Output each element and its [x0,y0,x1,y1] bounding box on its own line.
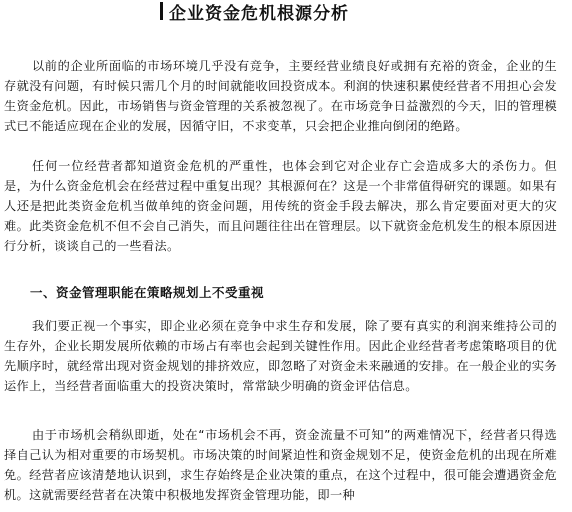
section-heading-1: 一、资金管理职能在策略规划上不受重视 [30,285,265,300]
intro-paragraph-1: 以前的企业所面临的市场环境几乎没有竞争，主要经营业绩良好或拥有充裕的资金，企业的生存就没有问题，有时候只需几个月的时间就能收回投资成本。利润的快速积累使经营者不用担心会发生资金危机。因此，市场销售与资金管理的关系被忽视了。在市场竞争日益激烈的今天，旧的管理模式已不能适应现在企业的发展，因循守旧，不求变革，只会把企业推向倒闭的绝路。 [4,59,557,133]
title-divider [160,2,163,20]
title-bar [160,0,349,22]
section1-paragraph-2: 由于市场机会稍纵即逝，处在“市场机会不再，资金流量不可知”的两难情况下，经营者只得选择自己认为相对重要的市场契机。市场决策的时间紧迫性和资金规划不足，使资金危机的出现在所难免。经营者应该清楚地认识到，求生存始终是企业决策的重点，在这个过程中，很可能会遭遇资金危机。这就需要经营者在决策中积极地发挥资金管理功能，即一种 [4,428,557,502]
page-title: 企业资金危机根源分析 [169,3,349,24]
section1-paragraph-1: 我们要正视一个事实，即企业必须在竞争中求生存和发展，除了要有真实的利润来维持公司的生存外，企业长期发展所依赖的市场占有率也会起到关键性作用。因此企业经营者考虑策略项目的优先顺序时，就经常出现对资金规划的排挤效应，即忽略了对资金未来融通的安排。在一般企业的实务运作上，当经营者面临重大的投资决策时，常常缺少明确的资金评估信息。 [4,319,557,393]
intro-paragraph-2: 任何一位经营者都知道资金危机的严重性，也体会到它对企业存亡会造成多大的杀伤力。但是，为什么资金危机会在经营过程中重复出现？其根源何在？这是一个非常值得研究的课题。如果有人还是把此类资金危机当做单纯的资金问题，用传统的资金手段去解决，那么肯定要面对更大的灾难。此类资金危机不但不会自己消失，而且问题往往出在管理层。以下就资金危机发生的根本原因进行分析，谈谈自己的一些看法。 [4,159,557,253]
